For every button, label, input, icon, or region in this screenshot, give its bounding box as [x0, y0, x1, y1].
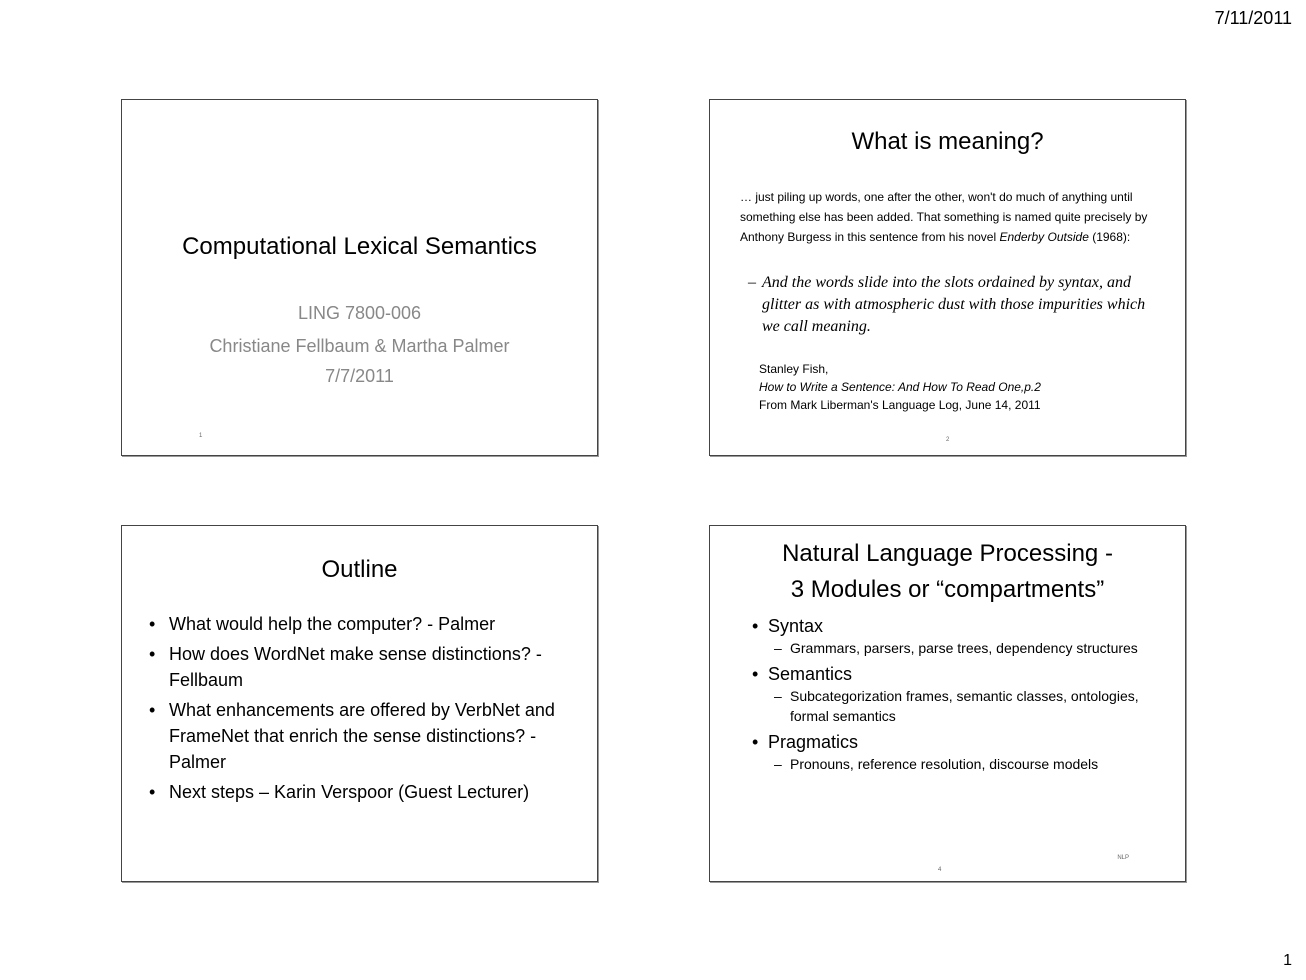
- quote-text: And the words slide into the slots ordained by syntax, and glitter as with atmospheric dust with those impurities which we call meaning.: [762, 274, 1146, 335]
- module-detail: – Grammars, parsers, parse trees, dependency structures: [752, 638, 1162, 658]
- credit-source: From Mark Liberman's Language Log, June 14, 2011: [759, 398, 1041, 412]
- intro-text-end: (1968):: [1088, 230, 1131, 244]
- novel-title: Enderby Outside: [999, 230, 1089, 244]
- slide-3-title: Outline: [321, 556, 398, 583]
- slide-1-title: Computational Lexical Semantics: [182, 233, 537, 260]
- burgess-quote: [748, 272, 1162, 338]
- authors: Christiane Fellbaum & Martha Palmer: [209, 336, 510, 356]
- module-detail: – Subcategorization frames, semantic classes, ontologies, formal semantics: [752, 686, 1162, 726]
- slide-4-title-line-2: 3 Modules or “compartments”: [790, 576, 1105, 603]
- outline-item: • What would help the computer? - Palmer: [149, 611, 579, 637]
- slide-4-title: [710, 536, 1185, 608]
- slide-2-number: 2: [946, 437, 950, 443]
- outline-item: • Next steps – Karin Verspoor (Guest Lecturer): [149, 779, 579, 805]
- credit-book-line: [759, 378, 1179, 396]
- intro-text-start: … just piling up words, one after the other, won't do much of anything until something else has been added. That something is named quite precisely by Anthony Burgess in this sentence from his novel: [740, 190, 1148, 244]
- slide-1-number: 1: [199, 433, 203, 439]
- course-code: LING 7800-006: [297, 303, 422, 323]
- module-heading: • Pragmatics: [752, 730, 1162, 754]
- outline-list: [149, 611, 579, 809]
- slide-footer-note: NLP: [1117, 855, 1129, 861]
- module-detail: – Pronouns, reference resolution, discourse models: [752, 754, 1162, 774]
- module-heading: • Syntax: [752, 614, 1162, 638]
- slide-4-number: 4: [938, 867, 942, 873]
- page-date: 7/11/2011: [1214, 8, 1292, 28]
- credit-author: Stanley Fish,: [759, 362, 829, 376]
- slide-2-title: What is meaning?: [851, 128, 1044, 155]
- credit-book: How to Write a Sentence: And How To Read One: [759, 380, 1021, 394]
- lecture-date: 7/7/2011: [325, 366, 394, 386]
- slide-what-is-meaning: [709, 99, 1186, 456]
- page-number: 1: [1283, 952, 1292, 969]
- slide-4-title-line-1: Natural Language Processing -: [782, 540, 1113, 567]
- quote-credit: [759, 360, 1179, 414]
- slide-outline: [121, 525, 598, 882]
- modules-list: [752, 614, 1162, 774]
- outline-item: • How does WordNet make sense distinctions? - Fellbaum: [149, 641, 579, 693]
- slide-title: [121, 99, 598, 456]
- outline-item: • What enhancements are offered by VerbNet and FrameNet that enrich the sense distinctions? - Palmer: [149, 697, 579, 775]
- intro-paragraph: [740, 187, 1168, 247]
- quote-dash: –: [748, 274, 756, 291]
- slide-nlp-modules: [709, 525, 1186, 882]
- module-heading: • Semantics: [752, 662, 1162, 686]
- credit-page: ,p.2: [1020, 380, 1041, 394]
